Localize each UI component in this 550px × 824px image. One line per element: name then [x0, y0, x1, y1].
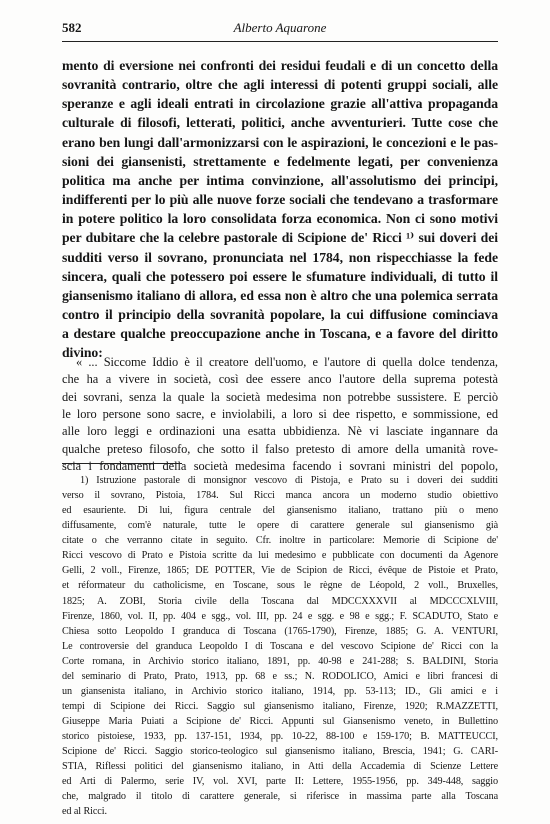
footnote-line: verso il sovrano, Pistoia, 1784. Sul Ricci manca ancora un moderno studio obiettivo: [62, 490, 498, 502]
footnote-line: ed Arti di Palermo, serie IV, vol. XVI, parte II: Lettere, 1955-1956, pp. 349-448, saggio: [62, 776, 498, 788]
quote-line: « ... Siccome Iddio è il creatore dell'uomo, e l'autore di quella dolce tendenza,: [76, 355, 498, 369]
footnote-line: et réformateur du catholicisme, en Toscane, sous le règne de Léopold, 2 voll., Bruxelles,: [62, 580, 498, 592]
footnote-line: 1825; A. ZOBI, Storia civile della Toscana dal MDCCXXXVII al MDCCCXLVIII,: [62, 595, 498, 607]
footnote-line: citate o che verranno citate in seguito. Cfr. inoltre in particolare: Memorie di Scipione de': [62, 535, 498, 547]
footnote-line: STIA, Riflessi politici del giansenismo italiano, in Atti della Accademia di Scienze Lettere: [62, 761, 498, 773]
text-line: indifferenti per lo più alle nuove forze sociali che tendevano a trasformare: [62, 192, 498, 208]
quote-line: che ha a vivere in società, così dee essere anco l'autore della suprema potestà: [62, 372, 498, 387]
text-line: mento di eversione nei confronti dei residui feudali e di un concetto della: [62, 58, 498, 73]
text-line: in potere politico la loro consolidata forza economica. Non ci sono motivi: [62, 211, 498, 227]
footnote-line: Gelli, 2 voll., Firenze, 1865; DE POTTER, Vie de Scipion de Ricci, évêque de Pistoie et Prato,: [62, 565, 498, 577]
footnote-line: ed al Ricci.: [62, 806, 107, 818]
main-paragraph: [62, 56, 498, 363]
page-header: [62, 20, 498, 40]
block-quote: [62, 354, 498, 475]
footnote-line: Firenze, 1860, vol. II, pp. 404 e sgg., vol. III, pp. 24 e sgg. e 98 e sgg.; F. SCADUTO, Stato e: [62, 610, 498, 622]
footnote-line: del seminario di Prato, Prato, 1913, pp. 68 e ss.; N. RODOLICO, Amici e libri francesi di: [62, 670, 498, 682]
quote-line: qualche preteso filosofo, che sotto il falso pretesto di amore della umanità rove-: [62, 441, 498, 456]
footnote-line: tempi di Scipione dei Ricci. Saggio sul giansenismo italiano, Firenze, 1920; R.MAZZETTI,: [62, 700, 498, 712]
running-title: Alberto Aquarone: [233, 20, 327, 35]
footnote-line: Scipione de' Ricci. Saggio storico-teologico sul giansenismo italiano, Brescia, 1941; G. CARI-: [62, 746, 498, 758]
text-line: sudditi verso il sovrano, pronunciata nel 1784, non rispecchiasse la fede: [62, 249, 498, 265]
text-line: culturale di filosofi, letterati, politici, anche avventurieri. Tutte cose che: [62, 115, 498, 131]
footnote-line: Chiesa sotto Leopoldo I granduca di Toscana (1765-1790), Firenze, 1885; G. A. VENTURI,: [62, 625, 498, 637]
footnote-line: diffusamente, com'è naturale, tutte le opere di carattere generale sul giansenismo già: [62, 520, 498, 532]
footnote-line: Corte romana, in Archivio storico italiano, 1891, pp. 40-98 e 241-288; S. BALDINI, Storia: [62, 655, 498, 667]
quote-line: le loro persone sono sacre, e inviolabili, a loro si dee rispetto, e sommissione, ed: [62, 407, 498, 422]
footnote-line: Giuseppe Maria Puiati a Scipione de' Ricci. Appunti sul Giansenismo veneto, in Bullettino: [62, 716, 498, 727]
header-rule: [62, 41, 498, 42]
text-line: sioni dei giansenisti, strettamente e fedelmente legati, per convenienza: [62, 153, 498, 169]
quote-line: alle loro leggi e ordinazioni una esatta ubbidienza. Nè vi lasciate ingannare da: [62, 424, 498, 439]
footnote-line: storico pistoiese, 1933, pp. 137-151, 1934, pp. 10-22, 88-100 e 159-170; B. MATTEUCCI,: [62, 731, 498, 743]
footnote-line: 1) Istruzione pastorale di monsignor vescovo di Pistoja, e Prato su i doveri dei sudditi: [80, 475, 498, 486]
footnote-line: Ricci vescovo di Prato e Pistoia scritte da lui medesimo e pubblicate con documenti da Agenore: [62, 550, 498, 562]
footnote-line: un giansenista italiano, in Archivio storico italiano, 1914, pp. 53-113; ID., Gli amici e i: [62, 685, 498, 697]
text-line: contro il principio della sovranità popolare, la cui diffusione cominciava: [62, 307, 498, 323]
text-line: sincera, quali che potessero poi essere le sfumature individuali, di tutto il: [62, 268, 498, 284]
text-line: giansenismo italiano di allora, ed essa non è altro che una polemica serrata: [62, 287, 498, 303]
quote-line: scia i fondamenti della società medesima facendo i sovrani ministri del popolo,: [62, 459, 498, 474]
text-line: erano ben lungi dall'armonizzarsi con le aspirazioni, le concezioni e le pas-: [62, 134, 498, 150]
footnote-rule: [62, 463, 182, 464]
text-line: a destare qualche preoccupazione anche in Toscana, e a favore del diritto: [62, 326, 498, 342]
text-line: sovranità contrario, oltre che agli interessi di potenti gruppi sociali, alle: [62, 77, 498, 93]
footnote-line: che, malgrado il titolo di carattere generale, si riferisce in massima parte alla Toscana: [62, 791, 498, 803]
text-line: speranze e agli ideali entrati in circolazione grazie all'attiva propaganda: [62, 96, 498, 112]
text-line: politica ma anche per intima convinzione, all'assolutismo dei principi,: [62, 172, 498, 188]
text-line: per dubitare che la celebre pastorale di Scipione de' Ricci ¹⁾ sui doveri dei: [62, 230, 498, 246]
text-line: divino:: [62, 345, 103, 361]
footnote-line: Le controversie del granduca Leopoldo I di Toscana e del vescovo Scipione de' Ricci con la: [62, 640, 498, 652]
footnote-line: ed esauriente. Di lui, figura centrale del giansenismo italiano, trattano più o meno: [62, 505, 498, 517]
quote-line: dei sovrani, senza la quale la società medesima non potrebbe sussistere. E perciò: [62, 389, 498, 404]
footnote: [62, 473, 498, 819]
page-number: 582: [62, 20, 82, 35]
